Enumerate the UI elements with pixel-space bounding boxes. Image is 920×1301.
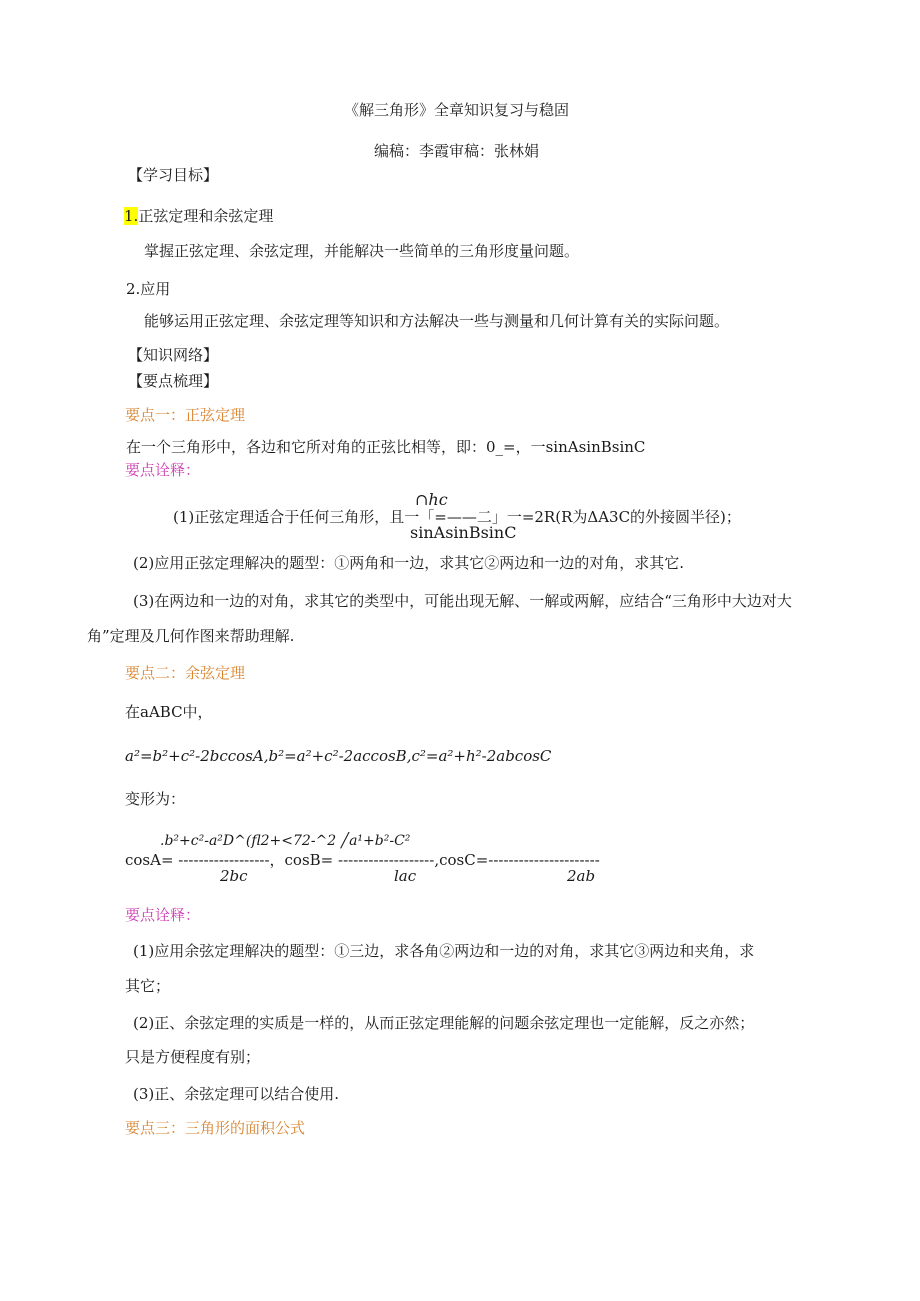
note2-2-line2: 只是方便程度有别； [125, 1048, 261, 1066]
doc-editors: 编稿：李霞审稿：张林娟 [374, 142, 540, 160]
doc-title: 《解三角形》全章知识复习与稳固 [344, 101, 570, 119]
notes2-heading: 要点诠释： [125, 906, 201, 924]
point2-transform: 变形为： [125, 790, 186, 808]
cosine-fraction-line: cosA= ------------------，cosB= -------------------,cosC=---------------------- [125, 851, 600, 869]
goal1-title: 正弦定理和余弦定理 [138, 207, 274, 225]
note1-3-line2: 角”定理及几何作图来帮助理解. [87, 627, 295, 645]
point3-heading: 要点三：三角形的面积公式 [125, 1119, 306, 1137]
point1-heading: 要点一：正弦定理 [125, 406, 246, 424]
cosine-denominator-b: lac [394, 867, 417, 885]
point2-heading: 要点二：余弦定理 [125, 664, 246, 682]
goal1-number: 1. [124, 207, 139, 225]
section-network-heading: 【知识网络】 [128, 346, 219, 364]
cosine-fraction-numerators: .b²+c²-a²D^(fl2+<72-^2 ╱a¹+b²-C² [160, 833, 411, 849]
cosine-denominator-a: 2bc [220, 867, 248, 885]
note1-fraction-numerator: ∩hc [415, 490, 448, 509]
note1-2: (2)应用正弦定理解决的题型：①两角和一边，求其它②两边和一边的对角，求其它. [133, 554, 685, 572]
goal1-text: 掌握正弦定理、余弦定理，并能解决一些简单的三角形度量问题。 [144, 242, 580, 260]
goal2-text: 能够运用正弦定理、余弦定理等知识和方法解决一些与测量和几何计算有关的实际问题。 [144, 312, 730, 330]
note1-1: (1)正弦定理适合于任何三角形，且一「=——二」一=2R(R为ΔA3C的外接圆半径)； [173, 508, 741, 526]
section-points-heading: 【要点梳理】 [128, 372, 219, 390]
note2-1-line2: 其它； [125, 977, 171, 995]
note2-2-line1: (2)正、余弦定理的实质是一样的，从而正弦定理能解的问题余弦定理也一定能解，反之亦然； [133, 1014, 755, 1032]
point1-text: 在一个三角形中，各边和它所对角的正弦比相等，即：0_=，一sinAsinBsinC [126, 438, 646, 456]
note1-3-line1: (3)在两边和一边的对角，求其它的类型中，可能出现无解、一解或两解，应结合“三角形中大边对大 [133, 592, 792, 610]
point2-intro: 在aABC中， [125, 703, 213, 721]
goal1-heading [124, 206, 273, 226]
goal2-heading: 2.应用 [126, 280, 171, 298]
notes1-heading: 要点诠释： [125, 461, 201, 479]
note2-1-line1: (1)应用余弦定理解决的题型：①三边，求各角②两边和一边的对角，求其它③两边和夹角，求 [133, 942, 755, 960]
note1-fraction-denominator: sinAsinBsinC [410, 523, 517, 542]
section-goals-heading: 【学习目标】 [128, 166, 219, 184]
note2-3: (3)正、余弦定理可以结合使用. [133, 1085, 340, 1103]
point2-formula: a²=b²+c²-2bccosA,b²=a²+c²-2accosB,c²=a²+h²-2abcosC [125, 747, 552, 765]
cosine-denominator-c: 2ab [567, 867, 596, 885]
